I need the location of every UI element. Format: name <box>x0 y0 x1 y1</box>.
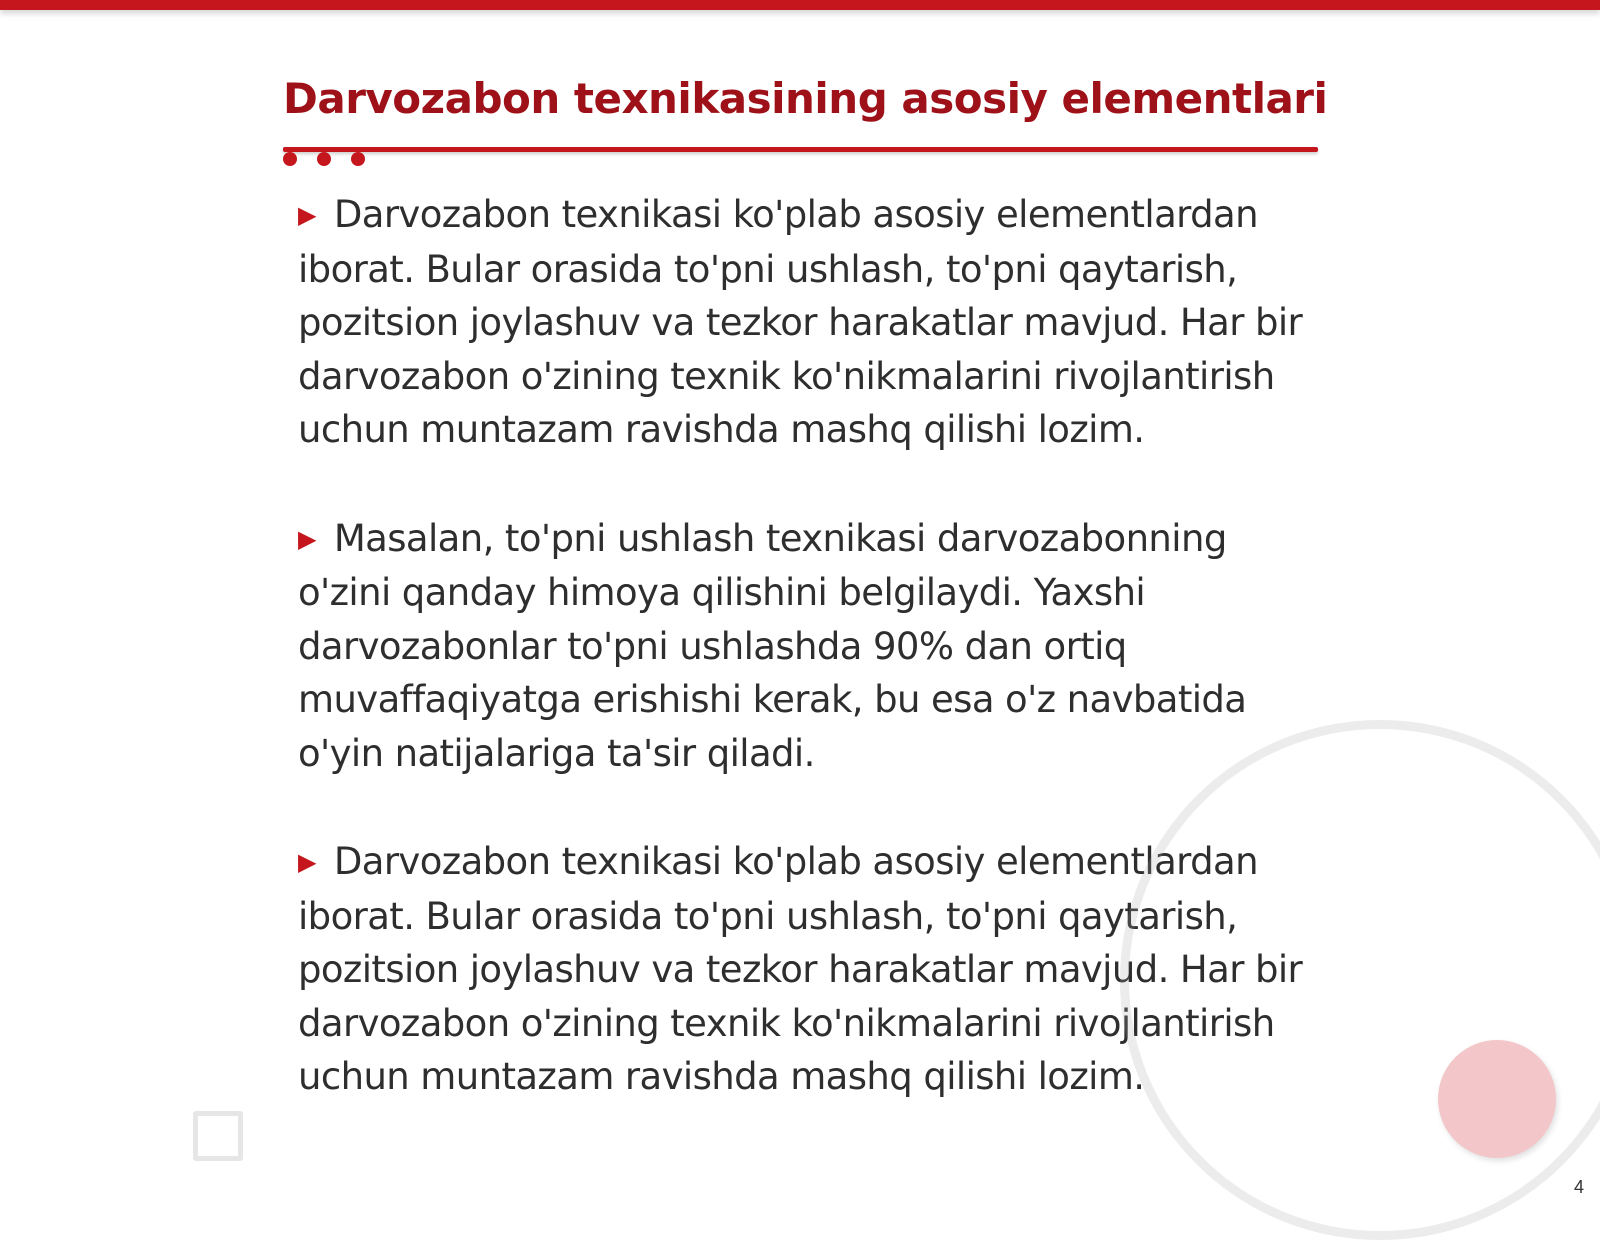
decoration-dot <box>317 152 331 166</box>
triangle-right-icon: ▶ <box>298 848 316 876</box>
triangle-right-icon: ▶ <box>298 201 316 229</box>
bullet-text: Darvozabon texnikasi ko'plab asosiy elementlardan iborat. Bular orasida to'pni ushlash, to'pni qaytarish, pozitsion joylashuv va tezkor harakatlar mavjud. Har bir darvozabon o'zining texnik ko'nikmalarini rivojlantirish uchun muntazam ravishda mashq qilishi lozim. <box>298 840 1303 1098</box>
page-number: 4 <box>1573 1177 1584 1197</box>
bullet-paragraph <box>298 512 1308 781</box>
slide-title: Darvozabon texnikasining asosiy elementlari <box>283 74 1328 123</box>
decorative-pink-circle <box>1438 1040 1556 1158</box>
title-decoration-dots <box>283 152 373 166</box>
decoration-dot <box>351 152 365 166</box>
triangle-right-icon: ▶ <box>298 524 316 553</box>
decoration-dot <box>283 152 297 166</box>
bullet-text: Masalan, to'pni ushlash texnikasi darvozabonning o'zini qanday himoya qilishini belgilaydi. Yaxshi darvozabonlar to'pni ushlashda 90% dan ortiq muvaffaqiyatga erishishi kerak, bu esa o'z navbatida o'yin natijalariga ta'sir qiladi. <box>298 516 1247 775</box>
top-accent-bar <box>0 0 1600 10</box>
bullet-paragraph <box>298 188 1308 457</box>
decorative-square <box>193 1111 243 1161</box>
bullet-text: Darvozabon texnikasi ko'plab asosiy elementlardan iborat. Bular orasida to'pni ushlash, to'pni qaytarish, pozitsion joylashuv va tezkor harakatlar mavjud. Har bir darvozabon o'zining texnik ko'nikmalarini rivojlantirish uchun muntazam ravishda mashq qilishi lozim. <box>298 193 1303 451</box>
title-underline <box>283 147 1318 152</box>
